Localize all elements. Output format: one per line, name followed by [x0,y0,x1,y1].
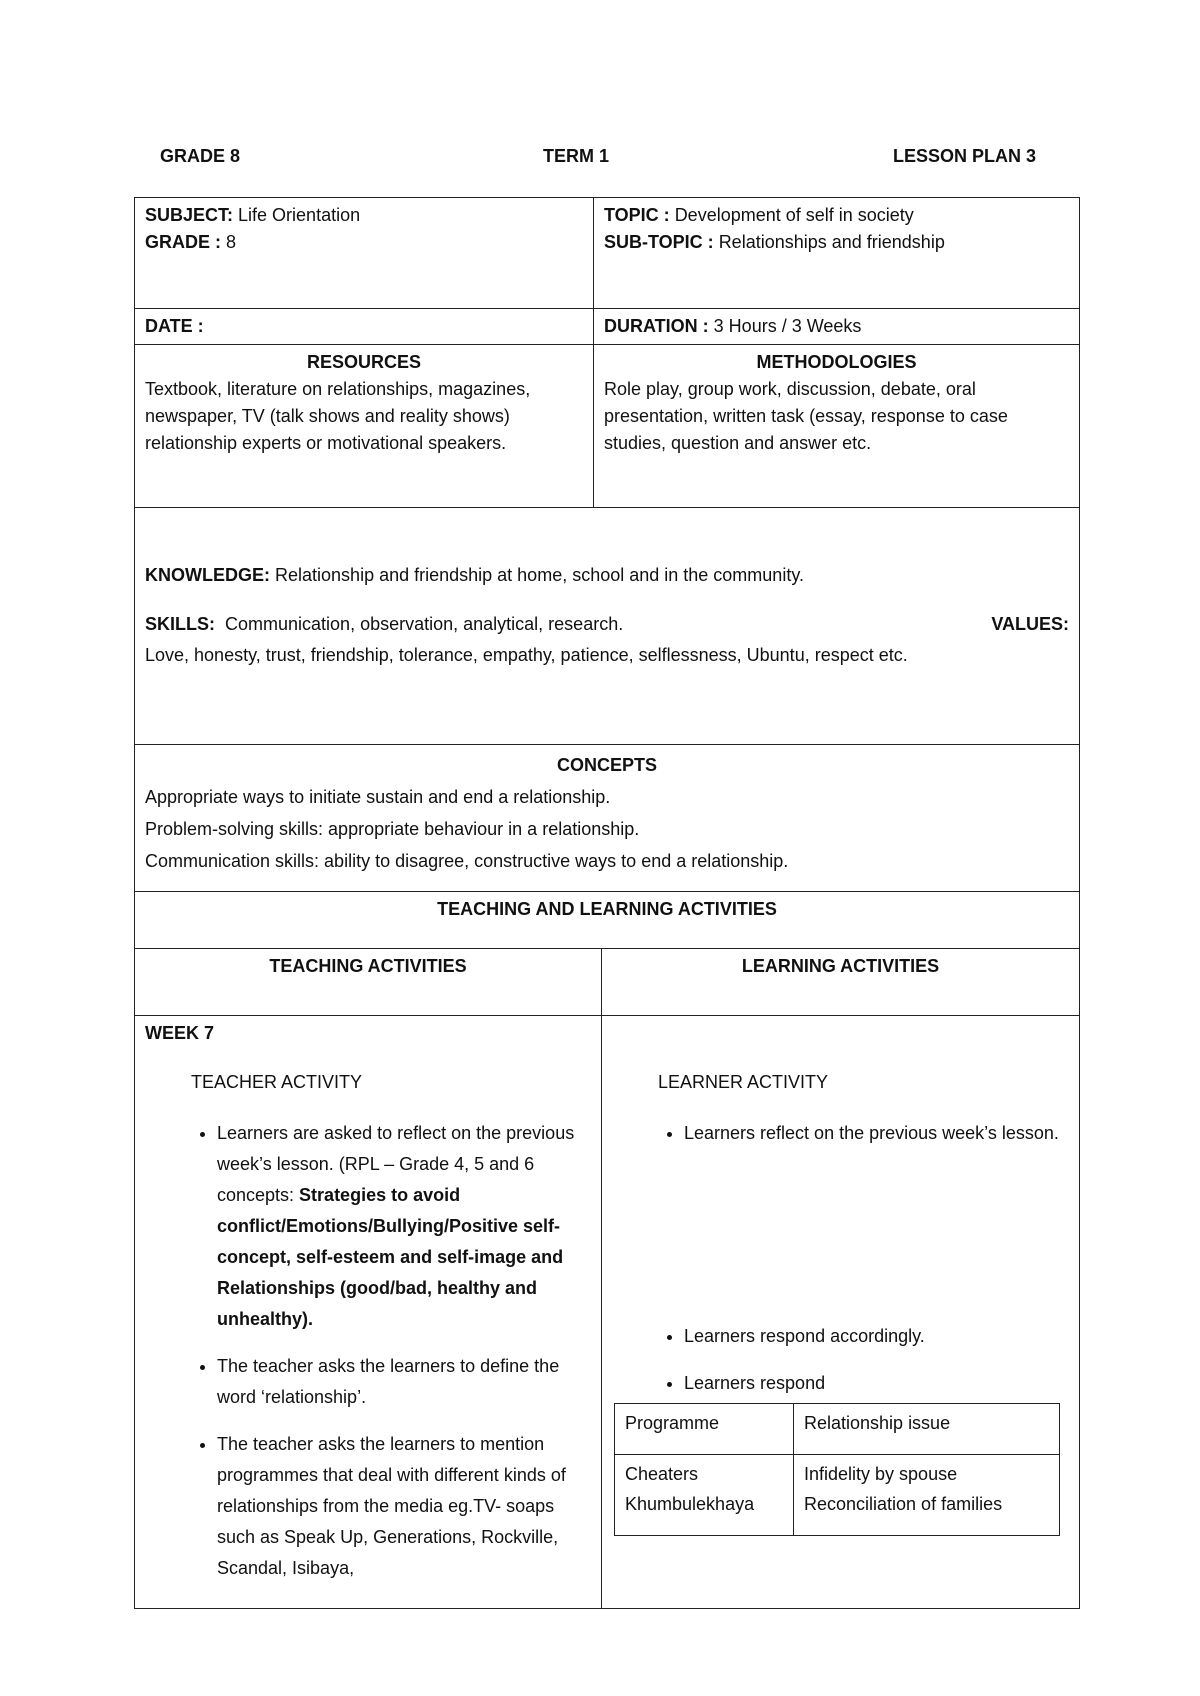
tla-row [135,892,1080,949]
relationship-issue: Infidelity by spouse [804,1464,958,1484]
values-label: VALUES: [991,614,1069,634]
knowledge-row [135,508,1080,745]
table-header-programme: Programme [615,1404,794,1455]
table-row [615,1455,1060,1536]
knowledge-label: KNOWLEDGE: [145,565,270,585]
subject-cell [135,198,594,309]
concepts-cell [135,745,1080,892]
concept-item: Appropriate ways to initiate sustain and end a relationship. [145,787,611,807]
grade-line [145,229,583,256]
list-item [217,1118,591,1335]
list-item: • The teacher asks the learners to mention programmes that deal with different kinds of relationships from the media eg.TV- soaps such as Speak Up, Generations, Rockville, Scandal, Isibaya, [217,1429,591,1584]
lesson-plan-document [134,197,1079,1609]
resources-row [135,345,1080,508]
knowledge-cell [135,508,1080,745]
table-header-issue: Relationship issue [794,1404,1060,1455]
lesson-plan-table [134,197,1080,1609]
programme-table [614,1403,1060,1536]
table-row [615,1404,1060,1455]
tla-title: TEACHING AND LEARNING ACTIVITIES [135,892,1080,949]
list-item: • Learners respond [684,1368,1069,1399]
learner-activity-cell [602,1016,1080,1609]
subject-row [135,198,1080,309]
knowledge-value: Relationship and friendship at home, school and in the community. [275,565,804,585]
skills-value: Communication, observation, analytical, research. [225,614,624,634]
table-cell-programme [615,1455,794,1536]
concept-item: Communication skills: ability to disagree, constructive ways to end a relationship. [145,851,789,871]
subtopic-line [604,229,1069,256]
concepts-title: CONCEPTS [556,755,657,775]
learner-activity-list [612,1118,1069,1399]
grade-label: GRADE : [145,232,221,252]
concepts-row [135,745,1080,892]
resources-text: Textbook, literature on relationships, magazines, newspaper, TV (talk shows and reality shows) relationship experts or motivational speakers. [145,379,531,453]
topic-label: TOPIC : [604,205,670,225]
grade-value: 8 [226,232,237,252]
teacher-item1-text: Learners are asked to reflect on the previous week’s lesson. (RPL – Grade 4, 5 and 6 concepts: [217,1123,575,1205]
week-row [135,1016,1080,1609]
learner-activity-title: LEARNER ACTIVITY [658,1072,829,1092]
page-header [160,146,1036,174]
resources-cell [135,345,594,508]
values-value: Love, honesty, trust, friendship, tolerance, empathy, patience, selflessness, Ubuntu, respect etc. [145,645,908,665]
table-cell-issue [794,1455,1060,1536]
header-grade: GRADE 8 [160,146,241,166]
subtopic-label: SUB-TOPIC : [604,232,714,252]
topic-value: Development of self in society [674,205,914,225]
date-row [135,309,1080,345]
learning-activities-title: LEARNING ACTIVITIES [602,949,1080,1016]
list-item: • Learners reflect on the previous week’s lesson. [684,1118,1069,1149]
activities-head-row [135,949,1080,1016]
methodologies-cell [594,345,1080,508]
header-lesson-plan: LESSON PLAN 3 [892,146,1036,166]
knowledge-line [145,562,1069,589]
teacher-activity-title: TEACHER ACTIVITY [191,1072,363,1092]
teacher-activity-list [145,1118,591,1584]
date-label: DATE : [145,316,204,336]
programme-name: Cheaters [625,1464,699,1484]
subject-line [145,202,583,229]
teaching-activities-title: TEACHING ACTIVITIES [135,949,602,1016]
date-cell [135,309,594,345]
teacher-item1-bold: Strategies to avoid conflict/Emotions/Bullying/Positive self-concept, self-esteem and self-image and Relationships (good/bad, healthy and unhealthy). [217,1185,564,1329]
resources-title: RESOURCES [306,352,422,372]
list-item: • Learners respond accordingly. [684,1321,1069,1352]
programme-name: Khumbulekhaya [625,1494,755,1514]
concept-item: Problem-solving skills: appropriate behaviour in a relationship. [145,819,640,839]
teacher-activity-cell [135,1016,602,1609]
subject-value: Life Orientation [238,205,361,225]
subject-label: SUBJECT: [145,205,234,225]
topic-cell [594,198,1080,309]
week-label: WEEK 7 [145,1023,215,1043]
methodologies-title: METHODOLOGIES [756,352,917,372]
duration-label: DURATION : [604,316,709,336]
duration-cell [594,309,1080,345]
topic-line [604,202,1069,229]
skills-line [145,611,1069,638]
subtopic-value: Relationships and friendship [718,232,945,252]
relationship-issue: Reconciliation of families [804,1494,1003,1514]
skills-label: SKILLS: [145,614,215,634]
list-item: • The teacher asks the learners to define the word ‘relationship’. [217,1351,591,1413]
methodologies-text: Role play, group work, discussion, debate, oral presentation, written task (essay, response to case studies, question and answer etc. [604,379,1008,453]
duration-value: 3 Hours / 3 Weeks [713,316,862,336]
header-term: TERM 1 [543,146,610,166]
